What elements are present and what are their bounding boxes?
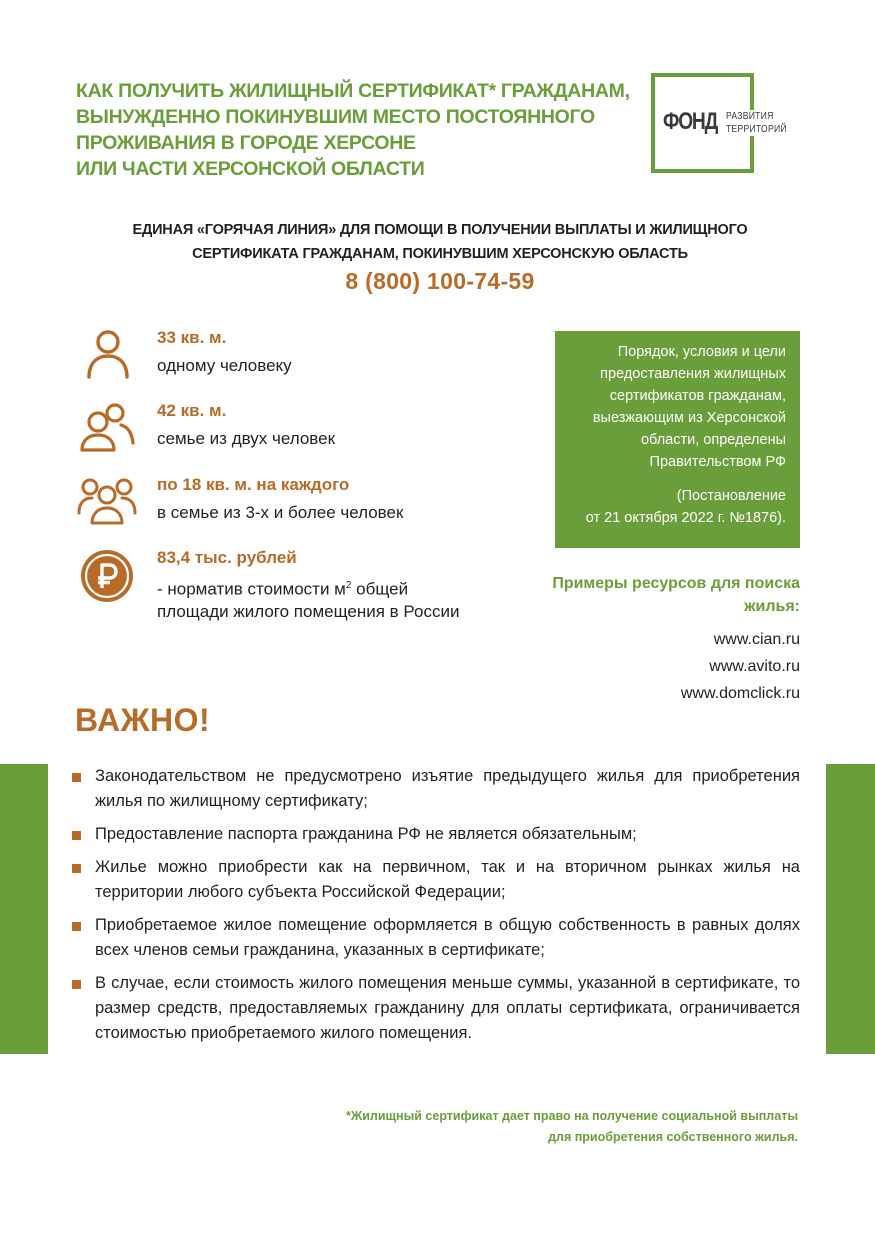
document-title [76,78,630,182]
desc-part: - норматив стоимости м [157,579,346,599]
benefit-value: по 18 кв. м. на каждого [157,475,350,494]
logo-sub-line1: РАЗВИТИЯ [726,110,774,122]
bullet-marker [72,773,81,782]
bullet-marker [72,831,81,840]
desc-superscript: 2 [345,580,352,591]
info-line: предоставления жилищных [600,366,786,382]
title-line: ПРОЖИВАНИЯ В ГОРОДЕ ХЕРСОНЕ [76,132,416,154]
bullet-marker [72,980,81,989]
list-item [72,971,800,1046]
resources-title-line1: Примеры ресурсов для поиска [552,575,800,592]
list-item [72,764,800,814]
info-line: сертификатов гражданам, [609,388,786,404]
link-avito[interactable]: www.avito.ru [709,658,800,675]
benefit-value: 42 кв. м. [157,401,227,420]
info-line: области, определены [640,432,786,448]
list-item-text: Жилье можно приобрести как на первичном, так и на вторичном рынках жилья на территории любого субъекта Российской Федерации; [95,858,800,901]
info-box [555,331,800,548]
hotline-line1: ЕДИНАЯ «ГОРЯЧАЯ ЛИНИЯ» ДЛЯ ПОМОЩИ В ПОЛУЧЕНИИ ВЫПЛАТЫ И ЖИЛИЩНОГО [132,222,748,238]
info-line: Правительством РФ [649,454,786,470]
hotline-heading [60,218,820,266]
logo-main-text: ФОНД [663,108,718,135]
footnote-line2: для приобретения собственного жилья. [548,1130,798,1144]
link-cian[interactable]: www.cian.ru [713,631,800,648]
two-persons-icon [76,401,138,453]
logo-sub-line2: ТЕРРИТОРИЙ [726,123,787,135]
footnote [300,1106,798,1148]
decree-line: (Постановление [676,488,786,504]
logo-sub-text [726,110,788,136]
decree-line: от 21 октября 2022 г. №1876). [585,510,786,526]
three-persons-icon [76,475,138,527]
hotline-line2: СЕРТИФИКАТА ГРАЖДАНАМ, ПОКИНУВШИМ ХЕРСОНСКУЮ ОБЛАСТЬ [192,246,688,262]
fond-logo [651,73,787,173]
list-item [72,913,800,963]
person-icon [76,328,138,380]
info-line: Порядок, условия и цели [617,344,786,360]
left-accent-bar [0,764,48,1054]
benefit-desc: в семье из 3-х и более человек [157,503,404,522]
resources-title-line2: жилья: [744,598,800,615]
benefit-value: 33 кв. м. [157,328,227,347]
bullet-marker [72,922,81,931]
desc-part: общей [351,579,409,599]
list-item-text: В случае, если стоимость жилого помещения меньше суммы, указанной в сертификате, то размер средств, предоставляемых гражданину для оплаты сертификата, ограничивается стоимостью приобретаемого жилого помещения. [95,974,800,1042]
desc-part: площади жилого помещения в России [157,601,460,621]
link-domclick[interactable]: www.domclick.ru [680,685,800,702]
list-item-text: Предоставление паспорта гражданина РФ не является обязательным; [95,825,637,843]
benefit-desc: семье из двух человек [157,429,336,448]
title-line: ИЛИ ЧАСТИ ХЕРСОНСКОЙ ОБЛАСТИ [76,158,425,180]
important-heading: ВАЖНО! [75,702,211,738]
list-item [72,822,800,847]
list-item [72,855,800,905]
ruble-coin-icon [76,548,138,604]
title-line: ВЫНУЖДЕННО ПОКИНУВШИМ МЕСТО ПОСТОЯННОГО [76,106,595,128]
list-item-text: Законодательством не предусмотрено изъятие предыдущего жилья для приобретения жилья по жилищному сертификату; [95,767,800,810]
title-line: КАК ПОЛУЧИТЬ ЖИЛИЩНЫЙ СЕРТИФИКАТ* ГРАЖДАНАМ, [76,80,630,102]
benefit-desc [157,575,459,623]
list-item-text: Приобретаемое жилое помещение оформляется в общую собственность в равных долях всех членов семьи гражданина, указанных в сертификате; [95,916,800,959]
resources-links [545,626,800,707]
resources-title [545,572,800,618]
bullet-marker [72,864,81,873]
footnote-line1: *Жилищный сертификат дает право на получение социальной выплаты [346,1109,798,1123]
important-list [72,764,800,1054]
hotline-phone[interactable]: 8 (800) 100-74-59 [345,268,535,294]
info-line: выезжающим из Херсонской [592,410,786,426]
right-accent-bar [826,764,875,1054]
benefit-desc: одному человеку [157,356,292,375]
benefit-value: 83,4 тыс. рублей [157,548,297,567]
